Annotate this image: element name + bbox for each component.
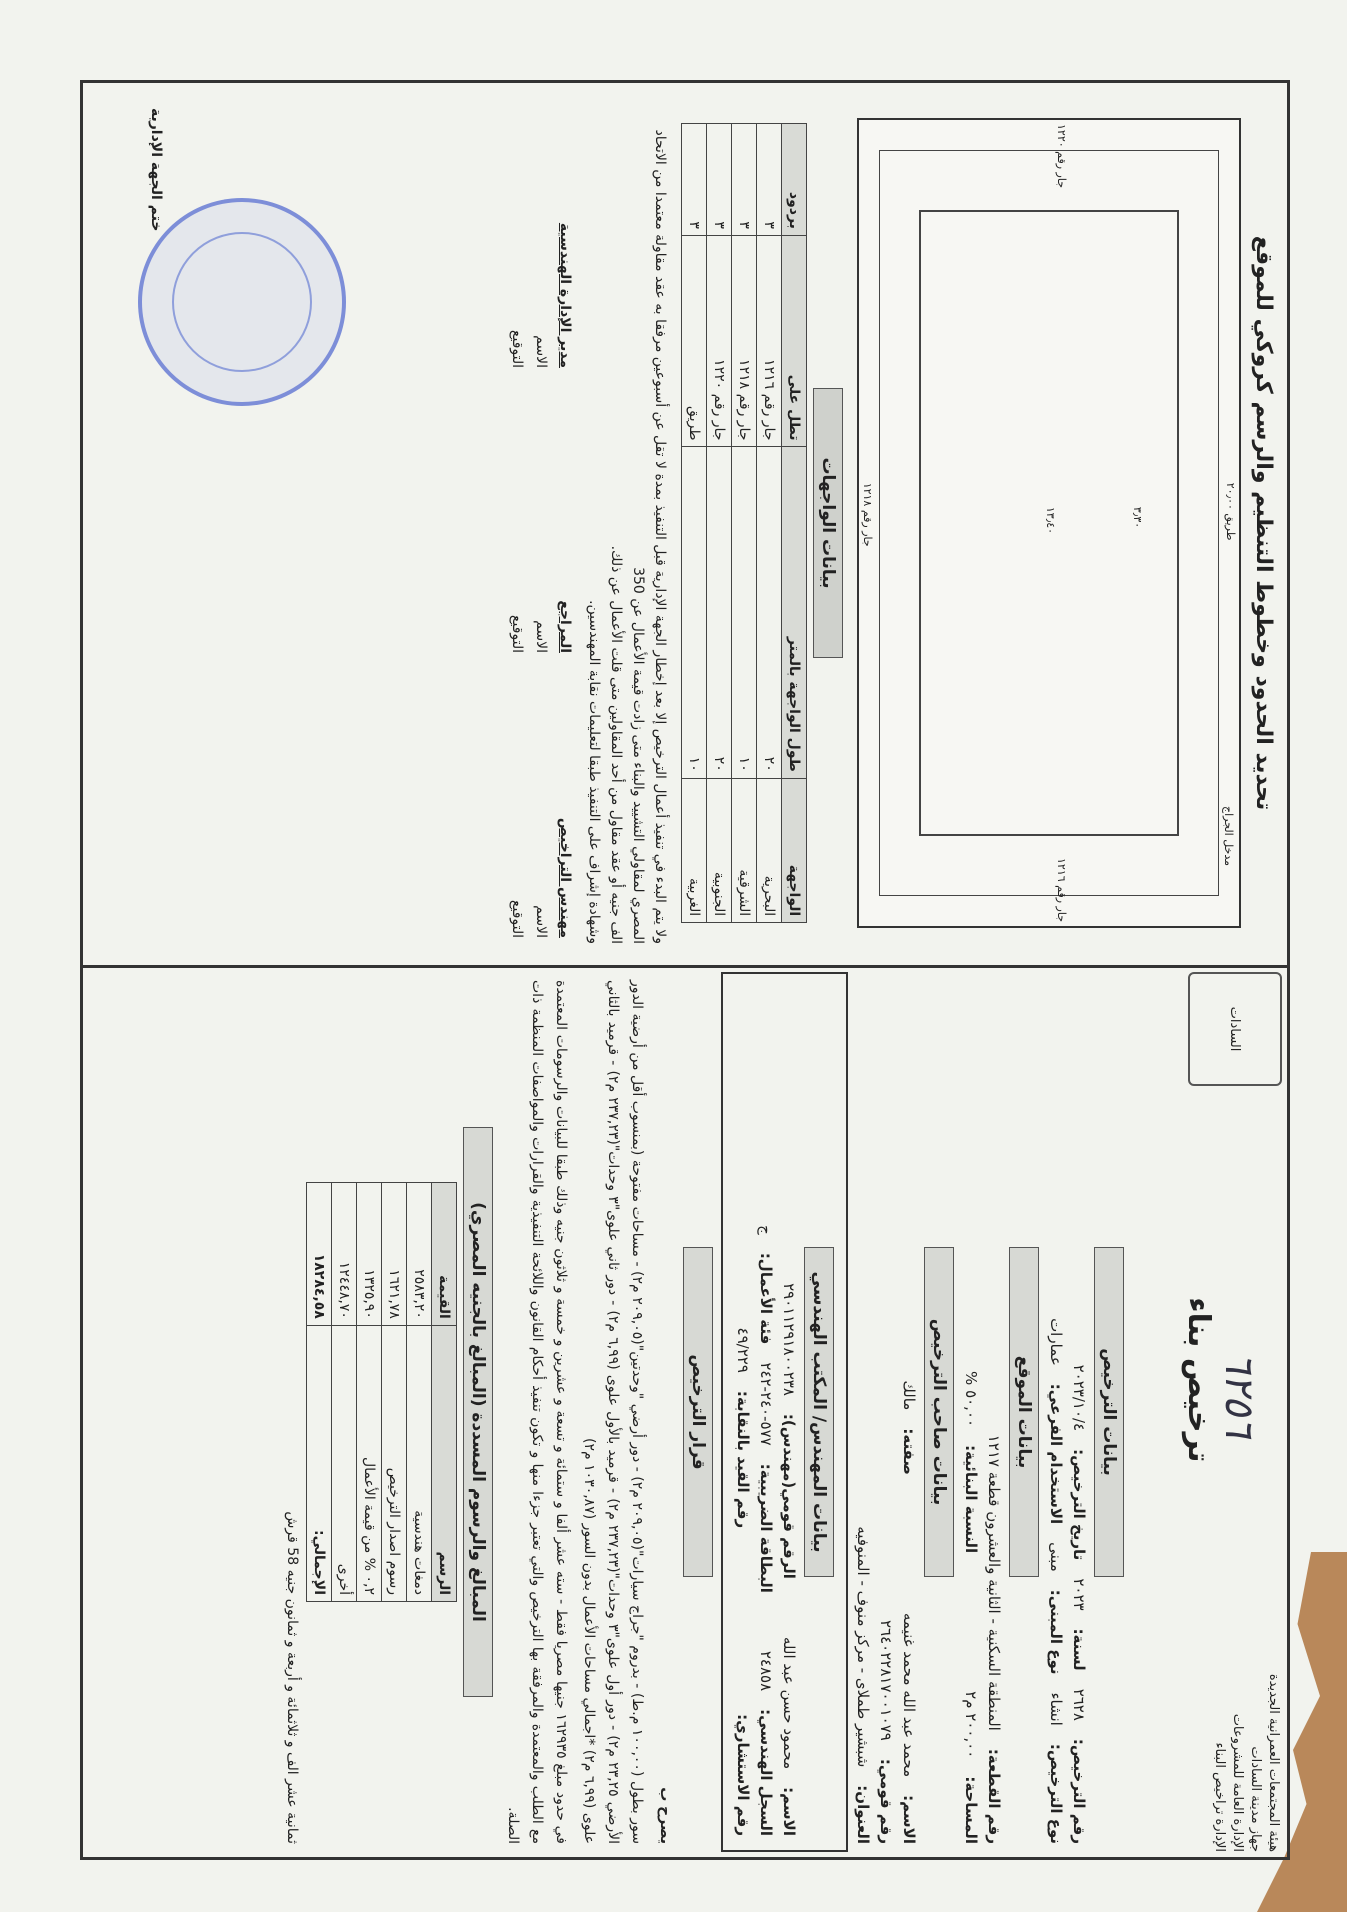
header: [1132, 972, 1282, 1852]
signature-licensing-engineer: مهندس التراخيص الاسم التوقيع: [509, 817, 573, 938]
engineer-section-title: بيانات المهندس/ المكتب الهندسي: [804, 1247, 834, 1577]
owner-capacity: مالك: [900, 1380, 918, 1411]
owner-national-id: ٢٦٤٠٢٢٨١٧٠٠١٠٧٩: [877, 1620, 895, 1741]
owner-name: محمد عبد الله محمد غنيمه: [900, 1612, 918, 1778]
fees-total-row: الإجمالي: ١٨٢٨٤,٥٨: [307, 1183, 332, 1602]
seal-label: ختم الجهة الإدارية: [148, 108, 164, 232]
org-line-2: جهاز مدينة السادات: [1248, 1746, 1263, 1852]
engineer-registry: ٢٤٨٥٨: [757, 1650, 775, 1692]
decision-text-1: سور بطول (١٠٠,٠٠ م.ط) - بدروم "جراج سيارات"(٢٠٩,٠٥ م٢) - دور أرضي "وحدتين"(٢٠٩,٠٥ م٢) - مساحات مفتوحة (بمنسوب أقل من أرضية الدور الأرضي ٢٣,٢٥ م٢) - دور أول علوى"٣ وحدات"(٢٣٧,٢٣ م٢) - قرميد بالأول علوى (٦,٩٩ م٢) - دور ثاني علوى"٣ وحدات"(٢٣٧,٢٣ م٢) - قرميد بالثاني علوى (٦,٩٩ م٢) *اجمالي مساحات الأعمال بدون السور (١٠٣٠,٨٧ م٢): [581, 980, 645, 1844]
site-area: ٢٠٠,٠٠ م٢: [962, 1691, 980, 1759]
table-row: الشرقية ١٠ جار رقم ١٢١٨ ٣: [732, 123, 757, 922]
table-row: الغربية ١٠ طريق ٣: [682, 123, 707, 922]
road-label: طريق ٢٠٫٠٠: [1224, 482, 1237, 541]
table-row: ٠,٢ % من قيمة الأعمال ١٣٢٥,٩٠: [357, 1183, 382, 1602]
notice-text-3: وشهادة إشراف على التنفيذ طبقا لتعليمات نقابة المهندسين.: [586, 600, 602, 944]
site-section: بيانات الموقع رقم القطعة: المنطقة السكنية - الثانية والعشرون قطعة ١٢١٧ المساحة: ٢٠٠,٠٠ م٢ النسبة البنائية: ٥٠,٠٠ %: [962, 972, 1039, 1852]
neighbor-1218-label: جار رقم ١٢١٨: [861, 482, 874, 547]
permit-date: ٢٠٢٣/١٠/٤: [1070, 1364, 1088, 1432]
site-plan-drawing: [857, 118, 1241, 928]
center-divider: [80, 965, 1290, 968]
decision-section-title: قرار الترخيص: [683, 1247, 713, 1577]
org-line-3: الإدارة العامة للمشروعات: [1230, 1713, 1245, 1852]
table-row: الجنوبية ٢٠ جار رقم ١٢٢٠ ٣: [707, 123, 732, 922]
decision-intro: يصرح ب: [657, 1787, 673, 1844]
notice-text-2: الف جنيه أو عقد مقاول من أحد المقاولين متى قلت الأعمال عن ذلك.: [608, 545, 624, 944]
fees-header-fee: الرسم: [432, 1325, 457, 1601]
owner-address: شبشير طملاى - مركز منوف - المنوفيه: [854, 1526, 872, 1768]
decision-text-2: في حدود مبلغ ١٦٢٩٣٥ جنيها مصريا فقط - سته عشر ألفا و ستمائة و تسعة و عشرين و خمسة و ثلاثون جنيه وذلك طبقا للبيانات والرسومات المعتمدة مع الطلب والمعتمدة والمرفقة بها الترخيص والتي تعتبر جزءا منها و تكون تنفيذ أحكام القانون واللائحة التنفيذية والقرارات والمواصفات المنظمة ذات الصلة.: [505, 980, 569, 1844]
permit-section: بيانات الترخيص رقم الترخيص: ٢٦٢٨ لسنة: ٢٠٢٣ تاريخ الترخيص: ٢٠٢٣/١٠/٤ نوع الترخيص: انشاء نوع المبنى: مبنى الاستخدام الفرعي: عمارات: [1047, 972, 1124, 1852]
owner-section: بيانات صاحب الترخيص الاسم: محمد عبد الله محمد غنيمه صفته: مالك رقم قومي: ٢٦٤٠٢٢٨١٧٠٠١٠٧٩ العنوان: شبشير طملاى - مركز منوف - المنوفيه: [854, 972, 954, 1852]
signature-director: مدير الإدارة الهندسية الاسم التوقيع: [509, 222, 573, 368]
plot-number: المنطقة السكنية - الثانية والعشرون قطعة ١٢١٧: [985, 1434, 1003, 1731]
engineer-name: محمود حسن عبد الله: [780, 1636, 798, 1770]
notice: [583, 102, 671, 944]
permit-document: [60, 60, 1310, 1880]
permit-section-title: بيانات الترخيص: [1094, 1247, 1124, 1577]
permit-year: ٢٠٢٣: [1070, 1578, 1088, 1611]
title-area: [1181, 1297, 1282, 1462]
fees-section: [284, 972, 493, 1852]
official-stamp: [138, 198, 346, 406]
fees-total: ١٨٢٨٤,٥٨: [307, 1183, 332, 1326]
org-line-4: الإدارة تراخيص البناء: [1212, 1742, 1227, 1852]
sadat-logo: السادات: [1188, 972, 1282, 1086]
site-plan-title: تحديد الحدود وخطوط التنظيم والرسم كروكي للموقع: [1251, 235, 1276, 811]
building-type: مبنى: [1047, 1542, 1065, 1572]
neighbor-1216-label: جار رقم ١٢١٦: [1055, 858, 1068, 922]
engineer-section: بيانات المهندس/ المكتب الهندسي الاسم: محمود حسن عبد الله الرقم قومي(مهندس): ٢٩٠١١٢٩١٨٠٠٢٣٨ السجل الهندسي: ٢٤٨٥٨ البطاقة الضريبية: ٥٧٧-٢٤٠-٢٤٢ فئة الأعمال: ج رقم الاستشاري: رقم القيد بالنقابة: ٤٩/٢٢٩: [721, 972, 848, 1852]
table-row: دمغات هندسية ٢٥٨٣,٢٠: [407, 1183, 432, 1602]
side-dimension: ٣٫٣٠: [1131, 506, 1144, 529]
fees-total-words: ثمانية عشر الف و ثلاثمائة و أربعة و ثمانون جنيه 58 قرش: [284, 1511, 300, 1844]
table-row: البحرية ٢٠ جار رقم ١٢١٦ ٣: [757, 123, 782, 922]
engineer-tax-card: ٥٧٧-٢٤٠-٢٤٢: [757, 1362, 775, 1446]
fees-section-title: المبالغ والرسوم المسددة (المبالغ بالجنيه المصري): [463, 1127, 493, 1697]
center-dimension: ١٣٫٤٠: [1043, 506, 1057, 535]
organization-block: [1210, 1674, 1282, 1852]
permit-type: انشاء: [1047, 1692, 1065, 1726]
facades-section-title: بيانات الواجهات: [813, 388, 843, 658]
site-section-title: بيانات الموقع: [1009, 1247, 1039, 1577]
signatures: [501, 108, 573, 938]
sub-use: عمارات: [1047, 1318, 1065, 1366]
engineer-national-id: ٢٩٠١١٢٩١٨٠٠٢٣٨: [780, 1283, 798, 1396]
notice-text-1: ولا يتم البدء في تنفيذ أعمال الترخيص إلا بعد إخطار الجهة الإدارية قبل التنفيذ بمدة لا تقل عن أسبوعين مرفقا به عقد مقاولة معتمدا من الاتحاد المصري لمقاولي التشييد والبناء متى زادت قيمة الأعمال عن 350: [630, 129, 668, 944]
fees-header-value: القيمة: [432, 1183, 457, 1326]
document-title: ترخيص بناء: [1181, 1297, 1216, 1463]
org-line-1: هيئة المجتمعات العمرانية الجديدة: [1266, 1673, 1281, 1852]
engineer-category: ج: [757, 1225, 775, 1235]
decision-section: [501, 972, 713, 1852]
table-row: رسوم اصدار الترخيص ١٦٢١,٧٨: [382, 1183, 407, 1602]
document-number: ٦٢٥٦: [1216, 1351, 1262, 1438]
neighbor-1220-label: جار رقم ١٢٢٠: [1055, 124, 1068, 188]
engineer-union-number: ٤٩/٢٢٩: [734, 1327, 752, 1373]
site-plan-panel: [88, 88, 1282, 958]
facades-table: الواجهة طول الواجهة بالمتر تطل على بردود البحرية ٢٠ جار رقم ١٢١٦ ٣ الشرقية ١٠ جار رقم ١٢١٨ ٣ الجنوبية ٢٠ جار رقم ١٢٢٠ ٣ الغربية ١٠ طريق ٣: [681, 123, 807, 923]
signature-reviewer: المراجع الاسم التوقيع: [509, 600, 573, 653]
permit-number: ٢٦٢٨: [1070, 1688, 1088, 1721]
fees-table: [306, 1182, 457, 1602]
owner-section-title: بيانات صاحب الترخيص: [924, 1247, 954, 1577]
build-ratio: ٥٠,٠٠ %: [962, 1371, 980, 1428]
permit-form-panel: [88, 972, 1282, 1852]
entrance-label: مدخل الجراج: [1222, 805, 1235, 866]
table-row: أخرى ١٢٤٤٨,٧٠: [332, 1183, 357, 1602]
